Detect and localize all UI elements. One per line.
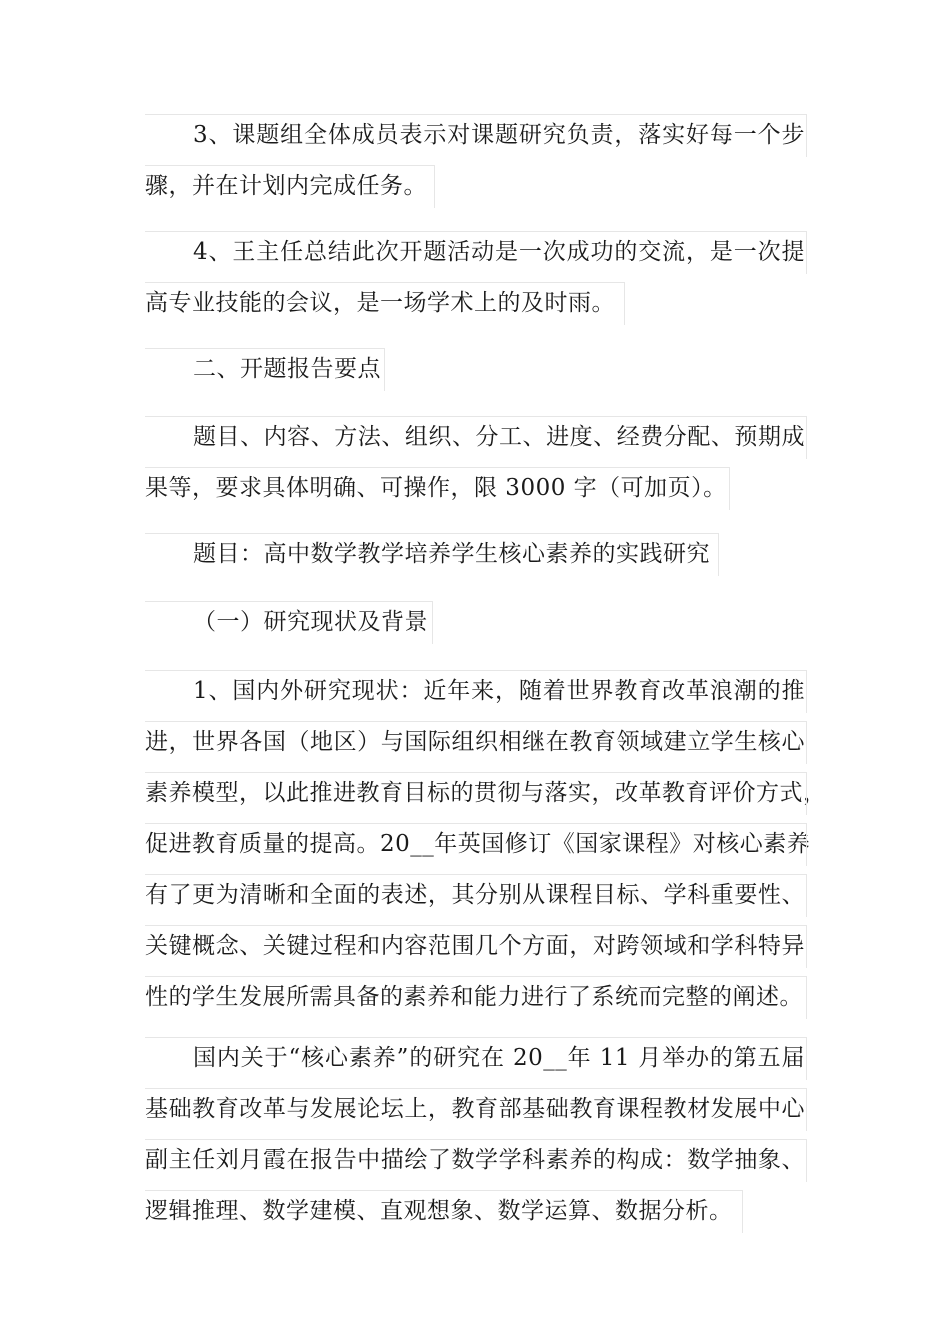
- text-line: 高专业技能的会议，是一场学术上的及时雨。: [145, 278, 805, 329]
- text-line: 骤，并在计划内完成任务。: [145, 161, 805, 212]
- text-line: 副主任刘月霞在报告中描绘了数学学科素养的构成：数学抽象、: [145, 1135, 805, 1186]
- text-line: 3、课题组全体成员表示对课题研究负责，落实好每一个步: [145, 110, 805, 161]
- subsection-heading-1: [145, 597, 805, 648]
- text-line: 题目：高中数学教学培养学生核心素养的实践研究: [145, 529, 805, 580]
- paragraph-topic: [145, 529, 805, 580]
- paragraph-item-3: [145, 110, 805, 212]
- text-line: 二、开题报告要点: [145, 344, 805, 395]
- text-line: 题目、内容、方法、组织、分工、进度、经费分配、预期成: [145, 412, 805, 463]
- text-line: 1、国内外研究现状：近年来，随着世界教育改革浪潮的推: [145, 666, 805, 717]
- text-line: 国内关于“核心素养”的研究在 20__年 11 月举办的第五届: [145, 1033, 805, 1084]
- text-line: 进，世界各国（地区）与国际组织相继在教育领域建立学生核心: [145, 717, 805, 768]
- text-line: 素养模型，以此推进教育目标的贯彻与落实，改革教育评价方式，: [145, 768, 805, 819]
- text-line: 性的学生发展所需具备的素养和能力进行了系统而完整的阐述。: [145, 972, 805, 1023]
- text-line: 有了更为清晰和全面的表述，其分别从课程目标、学科重要性、: [145, 870, 805, 921]
- paragraph-domestic-research: [145, 1033, 805, 1237]
- text-line: （一）研究现状及背景: [145, 597, 805, 648]
- paragraph-research-status: [145, 666, 827, 1023]
- paragraph-report-points: [145, 412, 805, 514]
- text-line: 逻辑推理、数学建模、直观想象、数学运算、数据分析。: [145, 1186, 805, 1237]
- text-line: 果等，要求具体明确、可操作，限 3000 字（可加页）。: [145, 463, 805, 514]
- text-line: 基础教育改革与发展论坛上，教育部基础教育课程教材发展中心: [145, 1084, 805, 1135]
- text-line: 促进教育质量的提高。20__年英国修订《国家课程》对核心素养: [145, 819, 805, 870]
- text-line: 4、王主任总结此次开题活动是一次成功的交流，是一次提: [145, 227, 805, 278]
- text-line: 关键概念、关键过程和内容范围几个方面，对跨领域和学科特异: [145, 921, 805, 972]
- paragraph-item-4: [145, 227, 805, 329]
- section-heading-2: [145, 344, 805, 395]
